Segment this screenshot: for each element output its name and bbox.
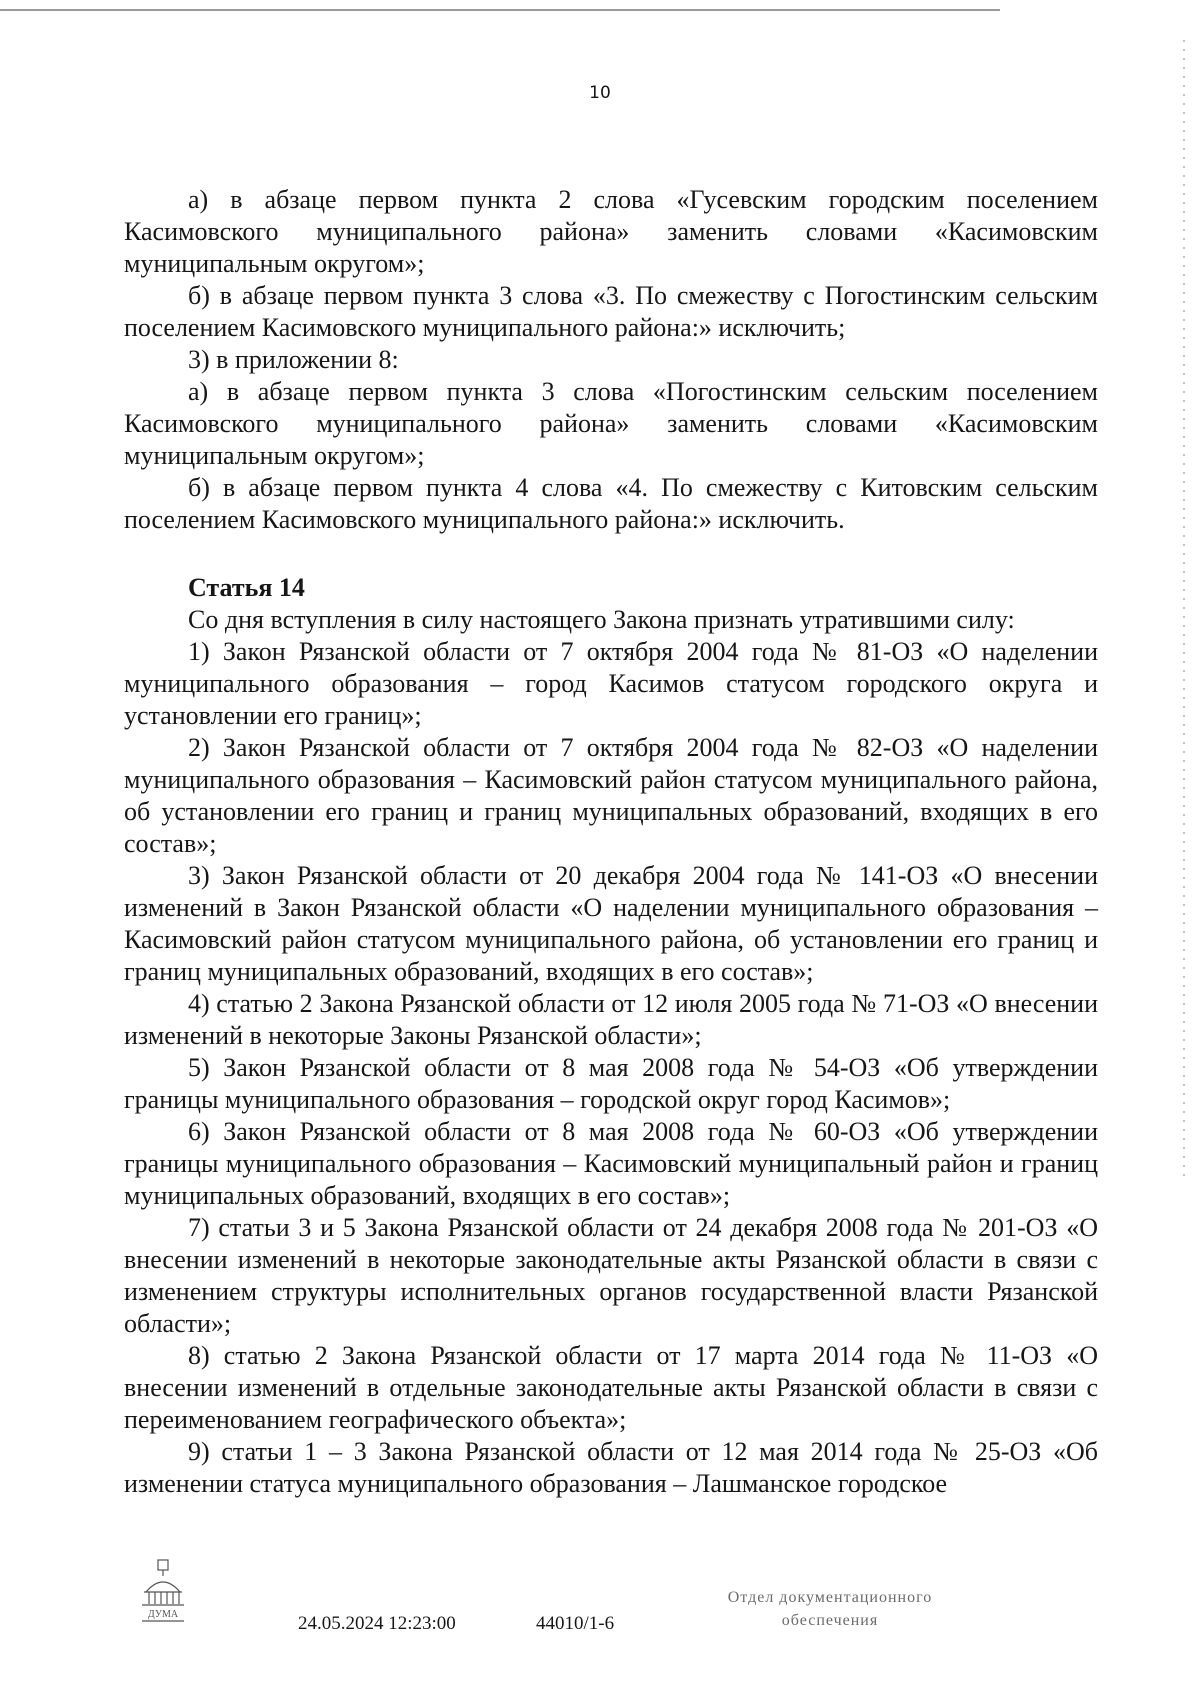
article-item-1: 1) Закон Рязанской области от 7 октября 2004 года № 81-ОЗ «О наделении муниципального образования – город Касимов статусом городского округа и установлении его границ»; (124, 637, 1098, 730)
footer-timestamp: 24.05.2024 12:23:00 (298, 1613, 456, 1634)
paragraph-b-item3: б) в абзаце первом пункта 3 слова «3. По смежеству с Погостинским сельским поселением Касимовского муниципального района:» исключить; (124, 281, 1098, 342)
stamp-line-1: Отдел документационного (727, 1589, 933, 1606)
scan-right-edge (1183, 40, 1185, 1180)
scan-top-border (0, 9, 1000, 11)
duma-emblem-icon (138, 1558, 188, 1624)
article-item-4: 4) статью 2 Закона Рязанской области от 12 июля 2005 года № 71-ОЗ «О внесении изменений в некоторые Законы Рязанской области»; (124, 989, 1098, 1050)
article-item-8: 8) статью 2 Закона Рязанской области от 17 марта 2014 года № 11-ОЗ «О внесении изменений в отдельные законодательные акты Рязанской области в связи с переименованием географического объекта»; (124, 1341, 1098, 1434)
svg-text:ДУМА: ДУМА (147, 1609, 179, 1620)
article-item-9: 9) статьи 1 – 3 Закона Рязанской области от 12 мая 2014 года № 25-ОЗ «Об изменении статуса муниципального образования – Лашманское городское (124, 1437, 1098, 1498)
stamp-line-2: обеспечения (781, 1612, 879, 1629)
article-item-6: 6) Закон Рязанской области от 8 мая 2008 года № 60-ОЗ «Об утверждении границы муниципального образования – Касимовский муниципальный район и границ муниципальных образований, входящих в его состав»; (124, 1117, 1098, 1210)
department-stamp (660, 1586, 1000, 1632)
page-number: 10 (589, 83, 611, 103)
article-heading: Статья 14 (188, 573, 305, 602)
article-item-3: 3) Закон Рязанской области от 20 декабря 2004 года № 141-ОЗ «О внесении изменений в Закон Рязанской области «О наделении муниципального образования – Касимовский район статусом муниципального района, об установлении его границ и границ муниципальных образований, входящих в его состав»; (124, 861, 1098, 986)
document-body (124, 184, 1098, 1500)
footer-document-code: 44010/1-6 (536, 1613, 615, 1634)
article-item-7: 7) статьи 3 и 5 Закона Рязанской области от 24 декабря 2008 года № 201-ОЗ «О внесении изменений в некоторые законодательные акты Рязанской области в связи с изменением структуры исполнительных органов государственной власти Рязанской области»; (124, 1213, 1098, 1338)
paragraph-appendix-8: 3) в приложении 8: (188, 345, 399, 374)
article-item-2: 2) Закон Рязанской области от 7 октября 2004 года № 82-ОЗ «О наделении муниципального образования – Касимовский район статусом муниципального района, об установлении его границ и границ муниципальных образований, входящих в его состав»; (124, 733, 1098, 858)
paragraph-a-item3: а) в абзаце первом пункта 3 слова «Погостинским сельским поселением Касимовского муниципального района» заменить словами «Касимовским муниципальным округом»; (124, 377, 1098, 470)
article-intro: Со дня вступления в силу настоящего Закона признать утратившими силу: (188, 605, 1015, 634)
article-item-5: 5) Закон Рязанской области от 8 мая 2008 года № 54-ОЗ «Об утверждении границы муниципального образования – городской округ город Касимов»; (124, 1053, 1098, 1114)
paragraph-b-item4: б) в абзаце первом пункта 4 слова «4. По смежеству с Китовским сельским поселением Касимовского муниципального района:» исключить. (124, 473, 1098, 534)
paragraph-a-item2: а) в абзаце первом пункта 2 слова «Гусевским городским поселением Касимовского муниципального района» заменить словами «Касимовским муниципальным округом»; (124, 185, 1098, 278)
